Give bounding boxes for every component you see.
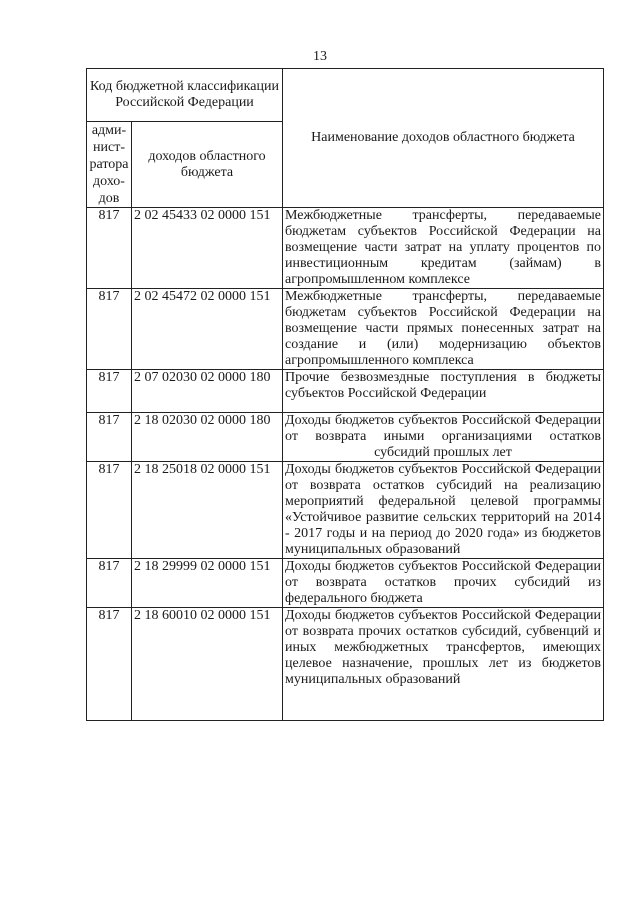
income-code-cell: 2 18 25018 02 0000 151 [132, 462, 283, 559]
admin-code-cell: 817 [87, 413, 132, 462]
admin-code-cell: 817 [87, 370, 132, 413]
page-number: 13 [313, 49, 327, 64]
table-row [87, 289, 604, 370]
admin-code-cell: 817 [87, 289, 132, 370]
table-row [87, 462, 604, 559]
income-name-cell: Межбюджетные трансферты, передаваемые бюджетам субъектов Российской Федерации на возмещение части затрат на уплату процентов по инвестиционным кредитам (займам) в агропромышленном комплексе [283, 208, 604, 289]
table-row [87, 559, 604, 608]
income-name-cell: Прочие безвозмездные поступления в бюджеты субъектов Российской Федерации [283, 370, 604, 413]
header-administrator: адми-нист-ратора дохо-дов [87, 122, 132, 208]
table-row [87, 413, 604, 462]
table-header-row [87, 69, 604, 122]
income-code-cell: 2 07 02030 02 0000 180 [132, 370, 283, 413]
table-row [87, 208, 604, 289]
table-row [87, 608, 604, 721]
income-code-cell: 2 02 45433 02 0000 151 [132, 208, 283, 289]
income-name-cell: Доходы бюджетов субъектов Российской Федерации от возврата остатков прочих субсидий из федерального бюджета [283, 559, 604, 608]
header-budget-classification-code: Код бюджетной классификации Российской Федерации [87, 69, 283, 122]
header-income-code: доходов областного бюджета [132, 122, 283, 208]
income-code-cell: 2 18 29999 02 0000 151 [132, 559, 283, 608]
table-row [87, 370, 604, 413]
budget-classification-table [86, 68, 604, 721]
income-name-cell: Межбюджетные трансферты, передаваемые бюджетам субъектов Российской Федерации на возмещение части прямых понесенных затрат на создание и (или) модернизацию объектов агропромышленного комплекса [283, 289, 604, 370]
income-name-cell: Доходы бюджетов субъектов Российской Федерации от возврата остатков субсидий на реализацию мероприятий федеральной целевой программы «Устойчивое развитие сельских территорий на 2014 - 2017 годы и на период до 2020 года» из бюджетов муниципальных образований [283, 462, 604, 559]
admin-code-cell: 817 [87, 462, 132, 559]
income-code-cell: 2 18 02030 02 0000 180 [132, 413, 283, 462]
income-name-cell: Доходы бюджетов субъектов Российской Федерации от возврата иными организациями остатков субсидий прошлых лет [283, 413, 604, 462]
admin-code-cell: 817 [87, 559, 132, 608]
admin-code-cell: 817 [87, 608, 132, 721]
header-income-name: Наименование доходов областного бюджета [283, 69, 604, 208]
admin-code-cell: 817 [87, 208, 132, 289]
income-code-cell: 2 02 45472 02 0000 151 [132, 289, 283, 370]
income-code-cell: 2 18 60010 02 0000 151 [132, 608, 283, 721]
income-name-cell: Доходы бюджетов субъектов Российской Федерации от возврата прочих остатков субсидий, субвенций и иных межбюджетных трансфертов, имеющих целевое назначение, прошлых лет из бюджетов муниципальных образований [283, 608, 604, 721]
